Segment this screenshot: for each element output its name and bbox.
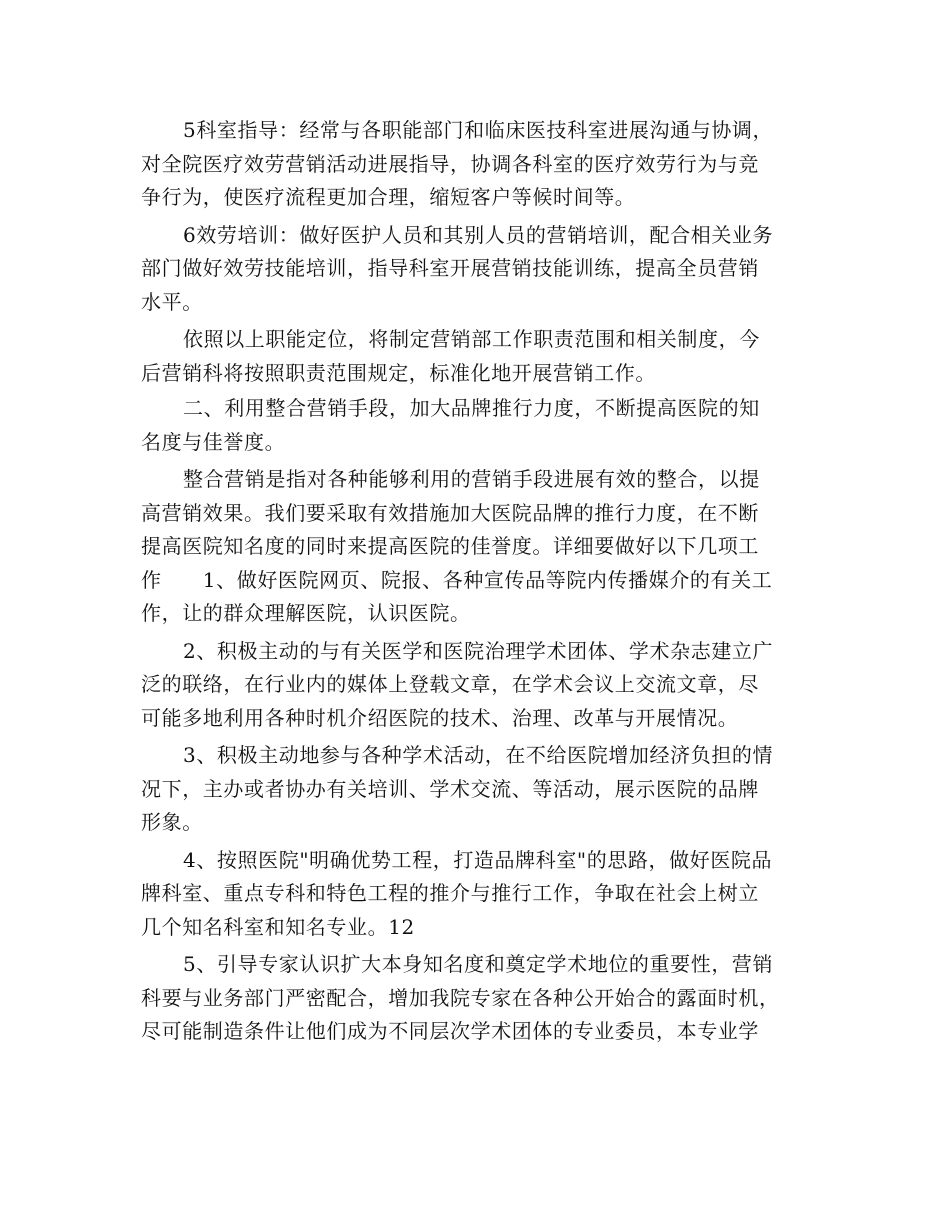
paragraph-section-two-heading — [141, 392, 813, 459]
text-line: 况下，主办或者协办有关培训、学术交流、等活动，展示医院的品牌 — [141, 776, 759, 801]
text-line: 2、积极主动的与有关医学和医院治理学术团体、学术杂志建立广 — [183, 638, 774, 663]
text-line: 名度与佳誉度。 — [141, 429, 286, 454]
text-line: 部门做好效劳技能培训，指导科室开展营销技能训练，提高全员营销 — [141, 256, 759, 280]
text-line: 作，让的群众理解医院，认识医院。 — [141, 601, 471, 625]
text-line: 依照以上职能定位，将制定营销部工作职责范围和相关制度，今 — [183, 327, 760, 351]
text-line: 6效劳培训：做好医护人员和其别人员的营销培训，配合相关业务 — [183, 222, 774, 247]
text-line: 牌科室、重点专科和特色工程的推介与推行工作，争取在社会上树立 — [141, 881, 759, 905]
paragraph-dept-guidance — [141, 114, 813, 215]
paragraph-integrated-marketing — [141, 463, 813, 631]
paragraph-function-positioning — [141, 323, 813, 390]
text-line: 几个知名科室和知名专业。12 — [141, 914, 415, 939]
text-line: 整合营销是指对各种能够利用的营销手段进展有效的整合，以提 — [183, 467, 760, 491]
text-line: 水平。 — [141, 289, 203, 314]
text-line: 科要与业务部门严密配合，增加我院专家在各种公开始合的露面时机， — [141, 985, 780, 1010]
text-line: 二、利用整合营销手段，加大品牌推行力度，不断提高医院的知 — [183, 396, 760, 420]
document-body — [141, 114, 813, 1049]
text-line: 高营销效果。我们要采取有效措施加大医院品牌的推行力度，在不断 — [141, 500, 759, 525]
paragraph-item-3 — [141, 739, 813, 840]
text-line: 提高医院知名度的同时来提高医院的佳誉度。详细要做好以下几项工 — [141, 534, 759, 558]
paragraph-service-training — [141, 219, 813, 320]
text-line: 对全院医疗效劳营销活动进展指导，协调各科室的医疗效劳行为与竞 — [141, 151, 759, 176]
text-line: 5科室指导：经常与各职能部门和临床医技科室进展沟通与协调， — [183, 118, 774, 142]
paragraph-item-4 — [141, 844, 813, 945]
paragraph-item-2 — [141, 635, 813, 736]
text-line: 泛的联络，在行业内的媒体上登载文章，在学术会议上交流文章，尽 — [141, 672, 759, 696]
text-line: 5、引导专家认识扩大本身知名度和奠定学术地位的重要性，营销 — [183, 952, 774, 976]
paragraph-item-5 — [141, 948, 813, 1049]
text-line: 形象。 — [141, 810, 203, 834]
text-line: 3、积极主动地参与各种学术活动，在不给医院增加经济负担的情 — [183, 743, 774, 767]
text-line: 尽可能制造条件让他们成为不同层次学术团体的专业委员，本专业学 — [141, 1019, 759, 1043]
text-line: 作 1、做好医院网页、院报、各种宣传品等院内传播媒介的有关工 — [141, 567, 773, 592]
text-line: 后营销科将按照职责范围规定，标准化地开展营销工作。 — [141, 360, 656, 385]
text-line: 4、按照医院"明确优势工程，打造品牌科室"的思路，做好医院品 — [183, 847, 773, 872]
text-line: 可能多地利用各种时机介绍医院的技术、治理、改革与开展情况。 — [141, 705, 739, 730]
text-line: 争行为，使医疗流程更加合理，缩短客户等候时间等。 — [141, 185, 636, 209]
